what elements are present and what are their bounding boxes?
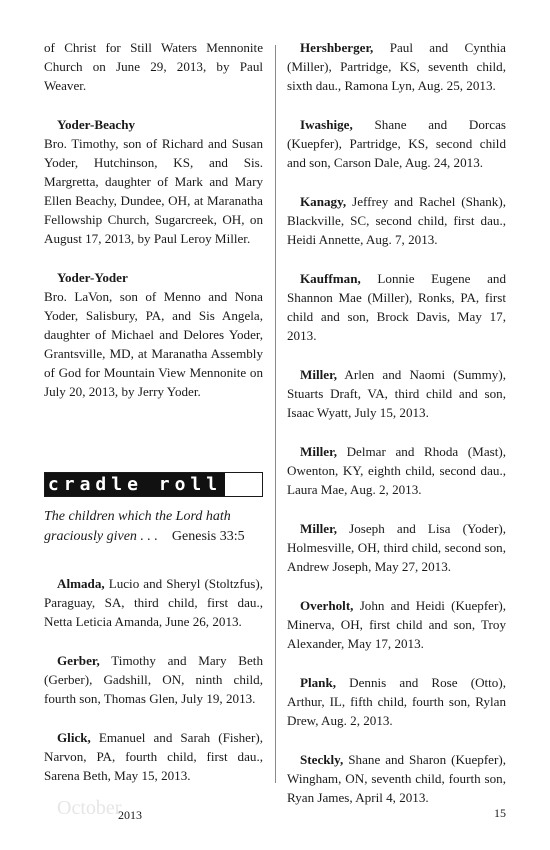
- wedding-heading: Yoder-Beachy: [57, 117, 136, 132]
- footer-year: 2013: [118, 808, 142, 822]
- wedding-heading: Yoder-Yoder: [57, 270, 128, 285]
- cradle-roll-banner: [44, 472, 263, 497]
- birth-text: Timothy and Mary Beth (Gerber), Gadshill, ON, ninth child, fourth son, Thomas Glen, July 19, 2013.: [44, 653, 263, 706]
- footer-month: October: [57, 797, 122, 819]
- birth-entry: [44, 728, 263, 785]
- birth-text: Dennis and Rose (Otto), Arthur, IL, fifth child, fourth son, Rylan Drew, Aug. 2, 2013.: [287, 675, 506, 728]
- birth-entry: [287, 442, 506, 499]
- birth-entry: [287, 365, 506, 422]
- wedding-text: Bro. LaVon, son of Menno and Nona Yoder, Salisbury, PA, and Sis Angela, daughter of Michael and Delores Yoder, Grantsville, MD, at Maranatha Assembly of God for Mountain View Mennonite on July 20, 2013, by Jerry Yoder.: [44, 289, 263, 399]
- birth-entry: [287, 596, 506, 653]
- birth-entry: [287, 115, 506, 172]
- cradle-roll-title: cradle roll: [45, 473, 225, 496]
- birth-surname: Miller,: [300, 367, 337, 382]
- verse-text: The children which the Lord hath graciously given . . .: [44, 509, 231, 544]
- birth-entry: [44, 651, 263, 708]
- birth-surname: Gerber,: [57, 653, 100, 668]
- birth-text: Arlen and Naomi (Summy), Stuarts Draft, VA, third child and son, Isaac Wyatt, July 15, 2013.: [287, 367, 506, 420]
- birth-text: Shane and Dorcas (Kuepfer), Partridge, KS, second child and son, Carson Dale, Aug. 24, 2013.: [287, 117, 506, 170]
- birth-surname: Overholt,: [300, 598, 354, 613]
- birth-surname: Iwashige,: [300, 117, 353, 132]
- birth-surname: Plank,: [300, 675, 337, 690]
- birth-surname: Miller,: [300, 444, 337, 459]
- birth-entry: [287, 673, 506, 730]
- page-number: 15: [494, 806, 506, 820]
- column-divider: [275, 45, 276, 783]
- birth-surname: Glick,: [57, 730, 91, 745]
- birth-text: Paul and Cynthia (Miller), Partridge, KS, seventh child, sixth dau., Ramona Lyn, Aug. 25, 2013.: [287, 40, 506, 93]
- birth-text: Lucio and Sheryl (Stoltzfus), Paraguay, SA, third child, first dau., Netta Leticia Amanda, June 26, 2013.: [44, 576, 263, 629]
- birth-text: Delmar and Rhoda (Mast), Owenton, KY, eighth child, second dau., Laura Mae, Aug. 2, 2013.: [287, 444, 506, 497]
- wedding-entry: [44, 115, 263, 248]
- wedding-text: Bro. Timothy, son of Richard and Susan Yoder, Hutchinson, KS, and Sis. Margretta, daughter of Mark and Mary Ellen Beachy, Dundee, OH, at Maranatha Fellowship Church, Sugarcreek, OH, on August 17, 2013, by Paul Leroy Miller.: [44, 136, 263, 246]
- wedding-entry: [44, 268, 263, 401]
- birth-text: Emanuel and Sarah (Fisher), Narvon, PA, fourth child, first dau., Sarena Beth, May 15, 2013.: [44, 730, 263, 783]
- birth-text: John and Heidi (Kuepfer), Minerva, OH, first child and son, Troy Alexander, May 17, 2013.: [287, 598, 506, 651]
- birth-surname: Kanagy,: [300, 194, 347, 209]
- birth-entry: [287, 192, 506, 249]
- birth-text: Shane and Sharon (Kuepfer), Wingham, ON, seventh child, fourth son, Ryan James, April 4, 2013.: [287, 752, 506, 805]
- birth-surname: Kauffman,: [300, 271, 361, 286]
- left-column: [44, 38, 263, 401]
- birth-text: Joseph and Lisa (Yoder), Holmesville, OH, third child, second son, Andrew Joseph, May 27, 2013.: [287, 521, 506, 574]
- birth-entry: [287, 519, 506, 576]
- birth-surname: Almada,: [57, 576, 105, 591]
- verse-reference: Genesis 33:5: [171, 529, 245, 544]
- birth-surname: Hershberger,: [300, 40, 374, 55]
- birth-entry: [287, 750, 506, 807]
- birth-surname: Miller,: [300, 521, 337, 536]
- continued-text: of Christ for Still Waters Mennonite Church on June 29, 2013, by Paul Weaver.: [44, 40, 263, 93]
- birth-surname: Steckly,: [300, 752, 344, 767]
- birth-entry: [287, 38, 506, 95]
- birth-text: Jeffrey and Rachel (Shank), Blackville, SC, second child, first dau., Heidi Annette, Aug. 7, 2013.: [287, 194, 506, 247]
- birth-entry: [287, 269, 506, 345]
- cradle-verse: [44, 507, 263, 547]
- births-right: [287, 38, 506, 807]
- birth-text: Lonnie Eugene and Shannon Mae (Miller), Ronks, PA, first child and son, Brock Davis, May 17, 2013.: [287, 271, 506, 343]
- births-left: [44, 574, 263, 785]
- birth-entry: [44, 574, 263, 631]
